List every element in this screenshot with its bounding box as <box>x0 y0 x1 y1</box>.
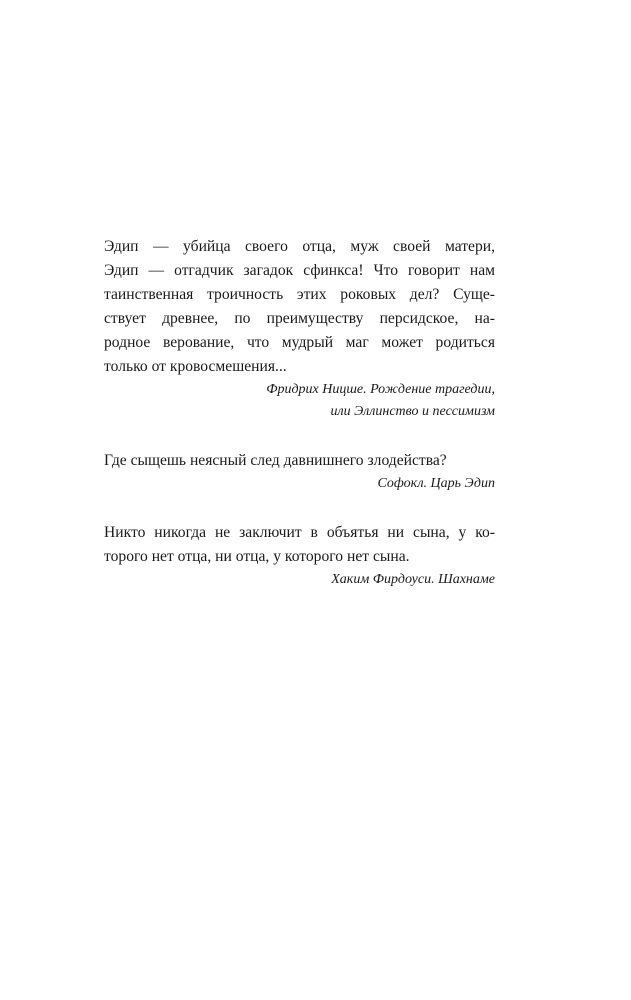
epigraph-sophocles <box>104 449 495 495</box>
quote-line: торого нет отца, ни отца, у которого нет сына. <box>104 548 410 565</box>
attribution-line: Фридрих Ницше. Рождение трагедии, <box>266 382 495 397</box>
attribution-line: или Эллинство и пессимизм <box>330 404 495 419</box>
quote-line: родное верование, что мудрый маг может родиться <box>104 334 495 351</box>
quote-line: только от кровосмешения... <box>104 358 287 375</box>
quote-line: Эдип — убийца своего отца, муж своей матери, <box>104 238 495 255</box>
quote-line: Никто никогда не заключит в объятья ни сына, у ко- <box>104 524 495 541</box>
quote-line: Где сыщешь неясный след давнишнего злодейства? <box>104 452 447 469</box>
epigraph-ferdowsi <box>104 521 495 591</box>
epigraph-nietzsche <box>104 235 495 423</box>
quote-line: ствует древнее, по преимуществу персидское, на- <box>104 310 495 327</box>
epigraph-block <box>104 235 495 591</box>
attribution-line: Софокл. Царь Эдип <box>377 476 495 491</box>
attribution-line: Хаким Фирдоуси. Шахнаме <box>331 572 495 587</box>
quote-line: Эдип — отгадчик загадок сфинкса! Что говорит нам <box>104 262 495 279</box>
quote-line: таинственная троичность этих роковых дел? Суще- <box>104 286 495 303</box>
